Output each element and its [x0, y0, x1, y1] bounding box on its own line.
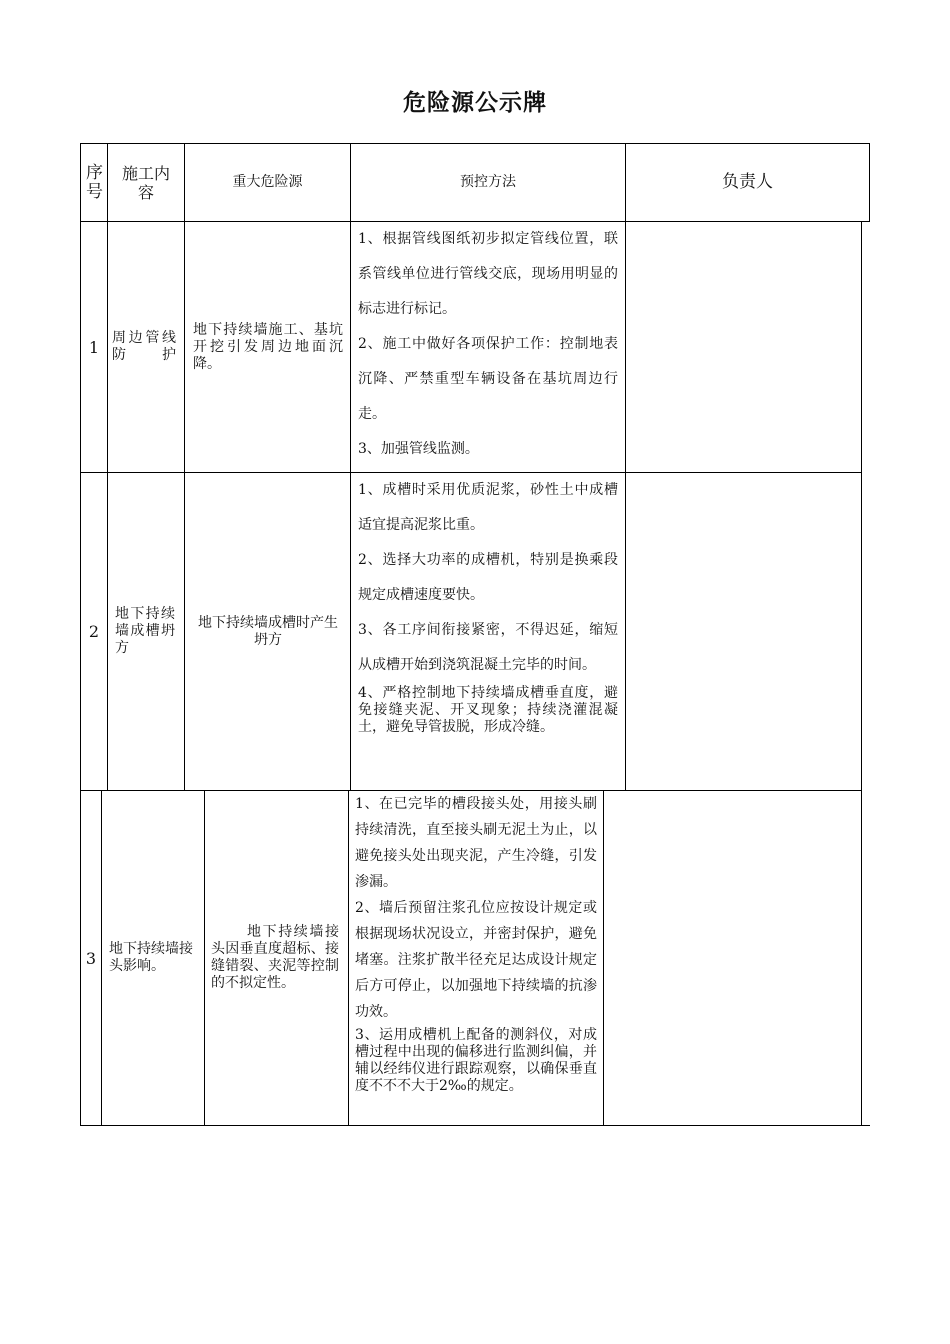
construction-content-cell [109, 791, 199, 1125]
control-measure: 3、运用成槽机上配备的测斜仪，对成槽过程中出现的偏移进行监测纠偏，并辅以经纬仪进行跟踪观察，以确保垂直度不不不大于2‰的规定。 [355, 1027, 597, 1094]
control-measure: 2、施工中做好各项保护工作：控制地表沉降、严禁重型车辆设备在基坑周边行走。 [358, 336, 618, 422]
header-cell-hazard [185, 144, 350, 221]
row-number [81, 791, 101, 1125]
construction-content-cell [115, 473, 181, 790]
control-measure: 2、选择大功率的成槽机，特别是换乘段规定成槽速度要快。 [358, 552, 618, 603]
control-measure: 1、成槽时采用优质泥浆，砂性土中成槽适宜提高泥浆比重。 [358, 482, 618, 533]
hazard-cell [190, 473, 346, 790]
owner-cell [626, 222, 861, 472]
row-number [81, 473, 107, 790]
hazard-text: 地下持续墙施工、基坑开挖引发周边地面沉降。 [193, 321, 343, 372]
header-no-label: 序号 [86, 162, 103, 202]
control-measure: 2、墙后预留注浆孔位应按设计规定或根据现场状况设立，并密封保护，避免堵塞。注浆扩散半径充足达成设计规定后方可停止，以加强地下持续墙的抗渗功效。 [355, 900, 597, 1020]
control-measure: 3、各工序间衔接紧密，不得迟延，缩短从成槽开始到浇筑混凝土完毕的时间。 [358, 622, 618, 673]
owner-cell [626, 473, 861, 790]
control-measure: 1、在已完毕的槽段接头处，用接头刷持续清洗，直至接头刷无泥土为止，以避免接头处出现夹泥，产生冷缝，引发渗漏。 [355, 796, 597, 890]
hazard-text: 地下持续墙接头因垂直度超标、接缝错裂、夹泥等控制的不拟定性。 [211, 924, 339, 991]
control-measure: 3、加强管线监测。 [358, 441, 479, 457]
page-title: 危险源公示牌 [403, 90, 547, 116]
header-hazard-label: 重大危险源 [232, 174, 303, 190]
construction-content-text: 地下持续墙成槽坍方 [115, 606, 175, 656]
hazard-text: 地下持续墙成槽时产生坍方 [198, 614, 338, 648]
control-measures-cell [358, 222, 618, 472]
header-control-label: 预控方法 [460, 174, 516, 190]
header-cell-owner [626, 144, 869, 221]
control-measure: 4、严格控制地下持续墙成槽垂直度，避免接缝夹泥、开叉现象；持续浇灌混凝土，避免导管拔脱，形成冷缝。 [358, 685, 618, 735]
control-measures-cell [358, 473, 618, 790]
hazard-cell [211, 791, 341, 1125]
header-content-label: 施工内容 [121, 163, 170, 202]
control-measures-cell [355, 791, 597, 1125]
construction-content-text: 地下持续墙接头影响。 [109, 941, 193, 974]
construction-content-cell [112, 222, 180, 472]
hazard-cell [193, 222, 345, 472]
header-cell-control [351, 144, 625, 221]
row-number-label: 1 [88, 337, 100, 357]
row-number [81, 222, 107, 472]
row-number-label: 2 [88, 622, 100, 641]
header-cell-content [108, 144, 184, 221]
construction-content-text: 周边管线防护 [112, 330, 176, 363]
header-owner-label: 负责人 [722, 172, 773, 192]
owner-cell [604, 791, 861, 1125]
header-cell-no [81, 144, 107, 221]
control-measure: 1、根据管线图纸初步拟定管线位置，联系管线单位进行管线交底，现场用明显的标志进行标记。 [358, 231, 618, 317]
row-number-label: 3 [85, 948, 97, 968]
